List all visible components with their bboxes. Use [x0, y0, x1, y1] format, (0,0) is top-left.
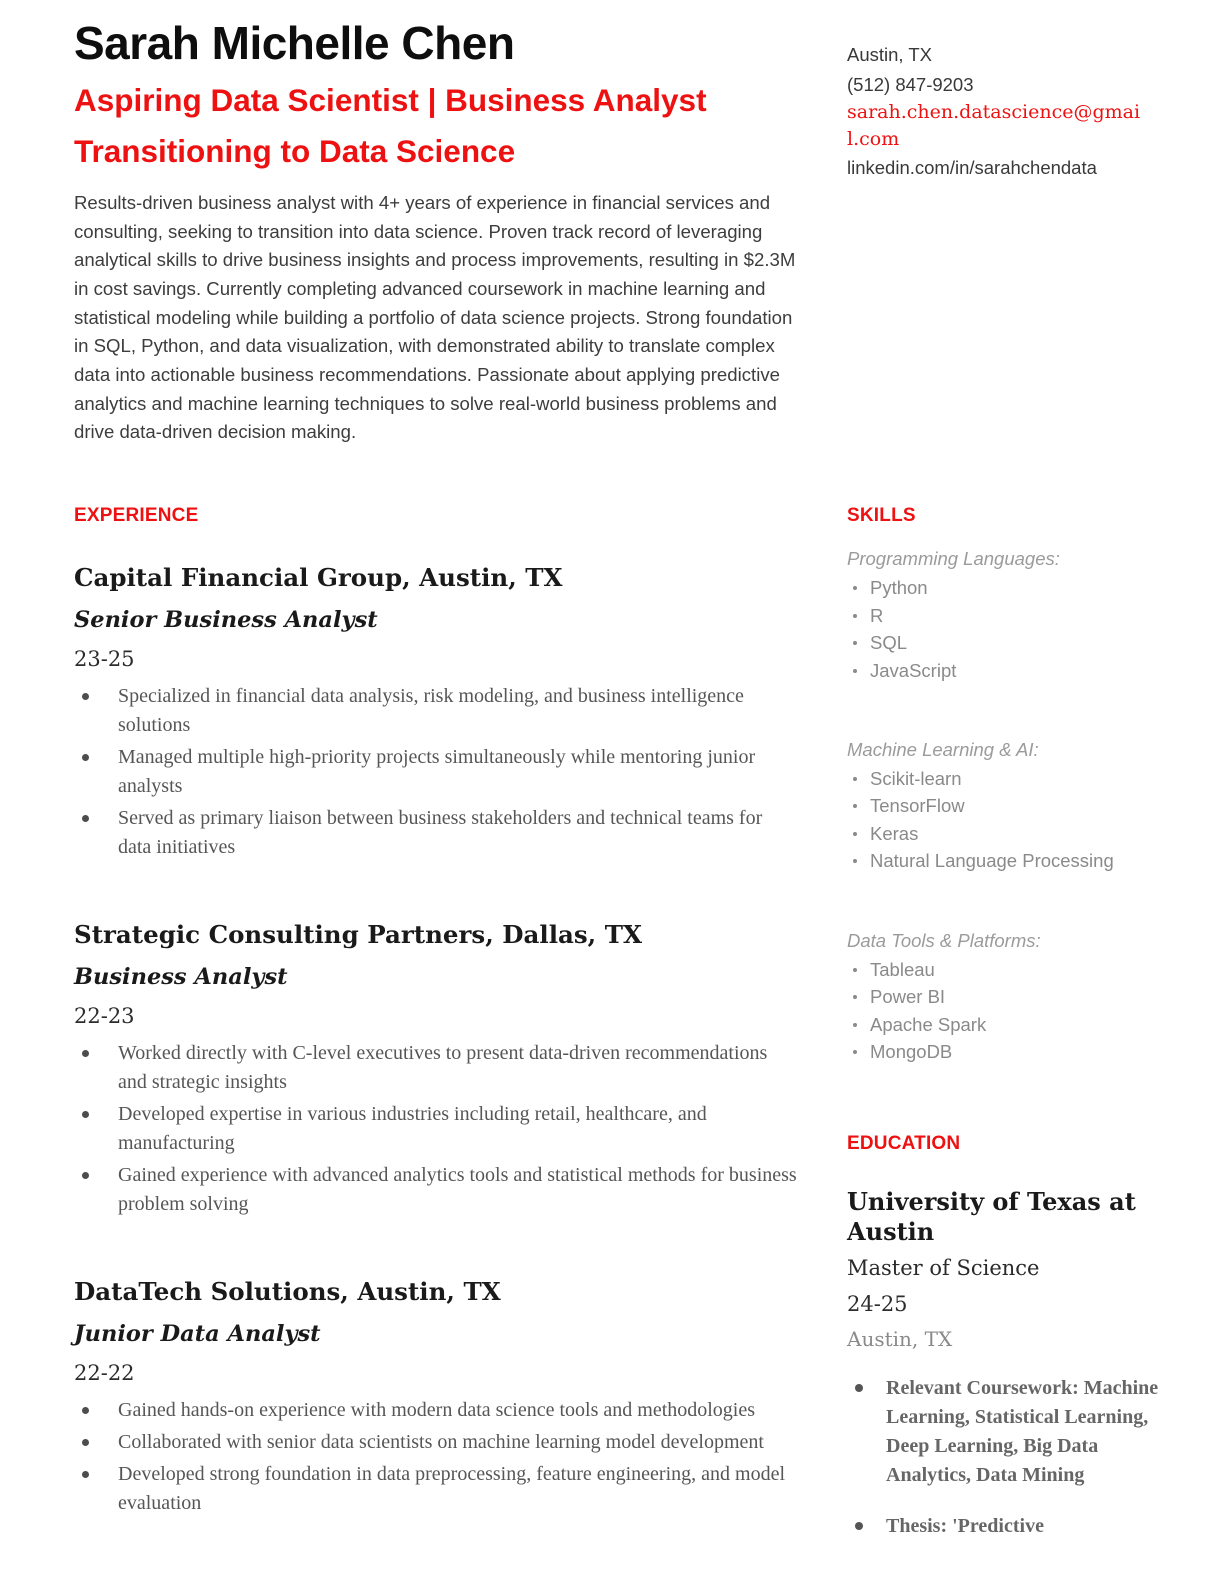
contact-linkedin-link[interactable]: linkedin.com/in/sarahchendata [847, 157, 1097, 179]
education-bullet-list [847, 1374, 1159, 1541]
bullet-icon [853, 832, 857, 836]
job-bullet [74, 1428, 798, 1457]
skill-item-text: MongoDB [870, 1041, 953, 1063]
skill-item-text: Keras [870, 822, 919, 844]
bullet-icon [853, 968, 857, 972]
education-heading: EDUCATION [847, 1133, 961, 1154]
skill-item [847, 602, 1177, 630]
bullet-icon [853, 641, 857, 645]
skill-item-text: Power BI [870, 986, 946, 1008]
bullet-icon [853, 669, 857, 673]
education-dates: 24-25 [847, 1291, 908, 1316]
job-dates: 22-22 [74, 1361, 135, 1386]
job-bullet [74, 743, 798, 801]
job-title: Junior Data Analyst [74, 1321, 321, 1348]
skill-item [847, 629, 1177, 657]
job-title: Senior Business Analyst [74, 607, 378, 634]
job-dates: 22-23 [74, 1004, 135, 1029]
job-entry [74, 1277, 798, 1518]
experience-heading: EXPERIENCE [74, 505, 199, 526]
job-bullet [74, 1161, 798, 1219]
skill-item [847, 847, 1177, 875]
skill-group-label: Programming Languages: [847, 548, 1060, 570]
job-bullet [74, 1039, 798, 1097]
bullet-icon [82, 1407, 89, 1414]
header [74, 16, 796, 447]
bullet-icon [82, 754, 89, 761]
skill-group [847, 927, 1177, 1066]
bullet-icon [853, 777, 857, 781]
experience-section [74, 505, 798, 1521]
contact-info [847, 40, 1147, 183]
education-bullet-text: Thesis: 'Predictive [886, 1515, 1044, 1537]
bullet-icon [853, 995, 857, 999]
skill-item-text: Python [870, 577, 928, 599]
job-bullet-text: Specialized in financial data analysis, risk modeling, and business intelligence solutions [118, 685, 744, 737]
skill-item [847, 657, 1177, 685]
skill-item [847, 1038, 1177, 1066]
contact-location: Austin, TX [847, 44, 933, 65]
skill-item [847, 1011, 1177, 1039]
job-entry [74, 563, 798, 862]
skill-item [847, 792, 1177, 820]
bullet-icon [855, 1522, 863, 1530]
job-bullet [74, 1460, 798, 1518]
job-bullet [74, 1396, 798, 1425]
contact-phone: (512) 847-9203 [847, 73, 974, 95]
job-title: Business Analyst [74, 964, 288, 991]
skill-item [847, 765, 1177, 793]
bullet-icon [82, 815, 89, 822]
bullet-icon [82, 1050, 89, 1057]
job-entry [74, 920, 798, 1219]
job-bullet-text: Gained hands-on experience with modern data science tools and methodologies [118, 1399, 756, 1422]
education-school: University of Texas at Austin [847, 1187, 1136, 1247]
education-section [847, 1133, 1159, 1541]
bullet-icon [82, 1471, 89, 1478]
bullet-icon [82, 1439, 89, 1446]
bullet-icon [82, 1172, 89, 1179]
job-company: Capital Financial Group, Austin, TX [74, 563, 563, 593]
job-bullet [74, 682, 798, 740]
skill-item-text: R [870, 604, 884, 626]
skill-item-text: Natural Language Processing [870, 850, 1114, 872]
skill-item [847, 820, 1177, 848]
bullet-icon [82, 1111, 89, 1118]
bullet-icon [853, 1050, 857, 1054]
skill-item-text: Scikit-learn [870, 767, 962, 789]
summary-paragraph: Results-driven business analyst with 4+ years of experience in financial services and consulting, seeking to transition into data science. Proven track record of leveraging analytical skills to drive business insights and process improvements, resulting in $2.3M in cost savings. Currently completing advanced coursework in machine learning and statistical modeling while building a portfolio of data science projects. Strong foundation in SQL, Python, and data visualization, with demonstrated ability to translate complex data into actionable business recommendations. Passionate about applying predictive analytics and machine learning techniques to solve real-world business problems and drive data-driven decision making. [74, 192, 796, 443]
skill-item [847, 956, 1177, 984]
skill-group-label: Data Tools & Platforms: [847, 929, 1041, 951]
job-bullet-text: Managed multiple high-priority projects simultaneously while mentoring junior analysts [118, 746, 756, 798]
skill-item [847, 983, 1177, 1011]
skill-item-text: SQL [870, 632, 908, 654]
bullet-icon [853, 614, 857, 618]
job-bullet [74, 1100, 798, 1158]
skill-item-text: JavaScript [870, 659, 957, 681]
education-bullet-text: Relevant Coursework: Machine Learning, Statistical Learning, Deep Learning, Big Data Analytics, Data Mining [886, 1377, 1159, 1486]
skill-group [847, 545, 1177, 684]
skill-item-list [847, 574, 1177, 684]
skill-item-list [847, 956, 1177, 1066]
job-dates: 23-25 [74, 647, 135, 672]
bullet-icon [853, 804, 857, 808]
bullet-icon [855, 1384, 863, 1392]
bullet-icon [853, 1023, 857, 1027]
skills-heading: SKILLS [847, 505, 916, 526]
candidate-headline: Aspiring Data Scientist | Business Analyst Transitioning to Data Science [74, 82, 707, 170]
skill-item-text: Tableau [870, 958, 935, 980]
skill-item-text: TensorFlow [870, 795, 965, 817]
job-bullet [74, 804, 798, 862]
skill-group [847, 736, 1177, 875]
job-bullet-text: Developed strong foundation in data preprocessing, feature engineering, and model evaluation [118, 1463, 786, 1515]
bullet-icon [853, 586, 857, 590]
job-company: DataTech Solutions, Austin, TX [74, 1277, 501, 1307]
job-bullet-text: Worked directly with C-level executives to present data-driven recommendations and strategic insights [118, 1042, 768, 1094]
job-bullet-text: Developed expertise in various industries including retail, healthcare, and manufacturing [118, 1103, 707, 1155]
skill-item-text: Apache Spark [870, 1013, 987, 1035]
job-bullet-text: Gained experience with advanced analytics tools and statistical methods for business problem solving [118, 1164, 797, 1216]
skill-item-list [847, 765, 1177, 875]
skill-group-label: Machine Learning & AI: [847, 739, 1039, 761]
job-bullet-list [74, 682, 798, 862]
education-bullet [847, 1374, 1159, 1490]
job-bullet-text: Served as primary liaison between business stakeholders and technical teams for data initiatives [118, 807, 763, 859]
candidate-name: Sarah Michelle Chen [74, 17, 515, 69]
skills-section [847, 505, 1177, 1066]
education-degree: Master of Science [847, 1256, 1040, 1281]
education-location: Austin, TX [847, 1327, 953, 1351]
bullet-icon [82, 693, 89, 700]
skill-item [847, 574, 1177, 602]
job-bullet-list [74, 1396, 798, 1518]
job-company: Strategic Consulting Partners, Dallas, TX [74, 920, 642, 950]
job-bullet-list [74, 1039, 798, 1219]
bullet-icon [853, 859, 857, 863]
job-bullet-text: Collaborated with senior data scientists on machine learning model development [118, 1431, 764, 1454]
contact-email-link[interactable]: sarah.chen.datascience@gmail.com [847, 101, 1141, 151]
education-bullet [847, 1512, 1159, 1541]
